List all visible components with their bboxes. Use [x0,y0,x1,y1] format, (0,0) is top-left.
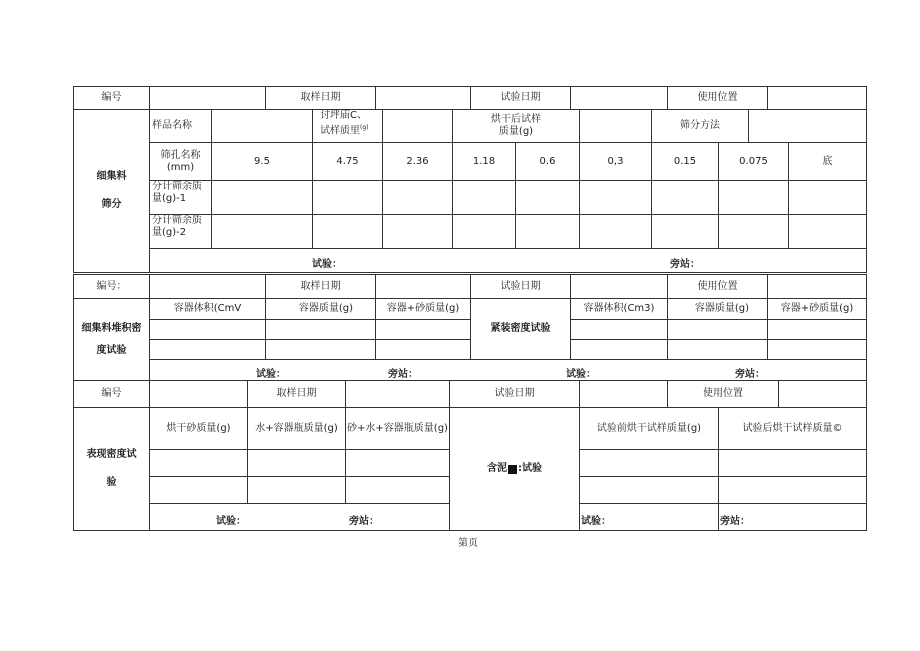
s2-container-volume-label: 容器体积(CmV [149,298,266,320]
s2-loose-cell[interactable] [265,319,376,340]
page-number: 第页 [458,538,478,549]
retained-2-cell[interactable] [312,214,383,249]
retained-2-cell[interactable] [452,214,516,249]
s3-side-title [73,407,150,531]
s2-container-sand-mass-label: 容器+砂质量(g) [375,298,471,320]
s1-sample-name-value[interactable] [211,109,313,143]
s3-density-cell[interactable] [345,476,450,504]
s3-sample-date-value[interactable] [345,380,450,408]
retained-1-cell[interactable] [651,180,719,215]
s1-sieve-method-value[interactable] [748,109,867,143]
s2-compact-cell[interactable] [570,339,668,360]
s2-compact-cell[interactable] [667,319,768,340]
s3-mud-cell[interactable] [579,476,719,504]
s2-compact-cell[interactable] [767,339,867,360]
s1-id-label: 编号 [73,86,150,110]
s2-container-mass-label-2: 容器质量(g) [667,298,768,320]
s2-loose-cell[interactable] [149,319,266,340]
s3-density-cell[interactable] [149,476,248,504]
s1-id-value[interactable] [149,86,266,110]
s3-signature-left [149,503,450,531]
s3-id-value[interactable] [149,380,248,408]
s2-tester-label-2: 试验： [566,369,596,380]
s1-side-title-line2: 筛分 [101,199,122,210]
s1-dried-mass-label-line1: 烘干后试样 [491,114,541,125]
s1-sample-name-label: 样品名称 [149,109,212,143]
retained-2-cell[interactable] [579,214,652,249]
s2-compact-cell[interactable] [767,319,867,340]
retained-1-cell[interactable] [211,180,313,215]
s1-dried-mass-value[interactable] [579,109,652,143]
s2-use-position-label: 使用位置 [667,274,768,299]
s1-signature-row [149,248,867,273]
s1-side-title [73,109,150,273]
s3-test-date-label: 试验日期 [449,380,580,408]
retained-1-cell[interactable] [452,180,516,215]
s3-sample-date-label: 取样日期 [247,380,346,408]
retained-1-cell[interactable] [788,180,867,215]
s3-density-cell[interactable] [247,476,346,504]
s2-sample-date-label: 取样日期 [265,274,376,299]
s2-loose-cell[interactable] [149,339,266,360]
s3-id-label: 编号 [73,380,150,408]
s2-id-value[interactable] [149,274,266,299]
retained-1-cell[interactable] [718,180,789,215]
s1-retained-1-label [149,180,212,215]
s1-retained-1-label-line1: 分计筛余质 [152,181,202,192]
s1-sieve-size-label-line1: 筛孔名称 [160,149,201,161]
s3-sand-water-flask-mass-label: 砂+水+容器瓶质量(g) [345,407,450,450]
s3-mud-title [449,407,580,531]
retained-2-cell[interactable] [651,214,719,249]
s2-side-title-line1: 细集料堆积密 [81,322,142,334]
sieve-size-cell: 0,3 [579,142,652,181]
s2-loose-cell[interactable] [265,339,376,360]
s3-mud-cell[interactable] [718,476,867,504]
retained-2-cell[interactable] [211,214,313,249]
s2-container-volume-label-2: 容器体积(Cm3) [570,298,668,320]
sieve-size-cell: 2.36 [382,142,453,181]
s1-sieve-method-label: 筛分方法 [651,109,749,143]
sieve-size-cell: 1.18 [452,142,516,181]
s1-sieve-size-label [149,142,212,181]
retained-2-cell[interactable] [382,214,453,249]
s2-compact-title: 紧装密度试验 [470,298,571,360]
s1-dried-mass-label-line2: 质量(g) [498,126,534,137]
sieve-size-cell: 4.75 [312,142,383,181]
s2-sample-date-value[interactable] [375,274,471,299]
s3-observer-label-2: 旁站： [720,516,750,527]
s1-dried-mass-label [452,109,580,143]
s3-observer-label: 旁站： [349,516,379,527]
s2-side-title [73,298,150,381]
s1-use-position-value[interactable] [767,86,867,110]
s2-use-position-value[interactable] [767,274,867,299]
s1-retained-2-label-line1: 分计筛余质 [152,215,202,226]
s2-container-sand-mass-label-2: 容器+砂质量(g) [767,298,867,320]
s1-tester-label: 试验： [312,259,342,270]
s1-side-title-line1: 细集料 [96,171,127,182]
sieve-size-cell: 底 [788,142,867,181]
s1-sieve-size-label-line2: (mm) [166,161,195,173]
s1-sample-date-value[interactable] [375,86,471,110]
s3-mud-title-suffix: :试验 [518,463,542,474]
s2-tester-label: 试验： [256,369,286,380]
s3-water-flask-mass-label: 水+容器瓶质量(g) [247,407,346,450]
s3-use-position-label: 使用位置 [667,380,779,408]
s1-test-date-label: 试验日期 [470,86,571,110]
s2-compact-cell[interactable] [570,319,668,340]
retained-1-cell[interactable] [579,180,652,215]
s3-side-title-line1: 表现密度试 [86,449,137,460]
retained-2-cell[interactable] [718,214,789,249]
s1-sample-mass-unit: (g) [360,124,369,131]
s1-retained-2-label-line2: 量(g)-2 [152,227,187,238]
s3-density-cell[interactable] [247,449,346,477]
s2-side-title-line2: 度试验 [96,344,127,356]
s2-id-label: 编号： [73,274,150,299]
s3-post-dry-mass-label: 试验后烘干试样质量© [718,407,867,450]
s2-container-mass-label: 容器质量(g) [265,298,376,320]
s3-dry-sand-mass-label: 烘干砂质量(g) [149,407,248,450]
sieve-size-cell: 0.6 [515,142,580,181]
s2-loose-cell[interactable] [375,339,471,360]
s2-loose-cell[interactable] [375,319,471,340]
sieve-size-cell: 9.5 [211,142,313,181]
retained-1-cell[interactable] [382,180,453,215]
s3-pre-dry-mass-label: 试验前烘干试样质量(g) [579,407,719,450]
s1-sample-date-label: 取样日期 [265,86,376,110]
s3-mud-cell[interactable] [579,449,719,477]
s3-use-position-value[interactable] [778,380,867,408]
s2-test-date-label: 试验日期 [470,274,571,299]
s3-test-date-value[interactable] [579,380,668,408]
s1-sample-mass-label-line2: 试样质里 [320,125,360,137]
s1-sample-mass-label [312,109,383,143]
sieve-size-cell: 0.15 [651,142,719,181]
s2-observer-label-2: 旁站： [735,369,765,380]
s1-observer-label: 旁站： [670,259,700,270]
s1-use-position-label: 使用位置 [667,86,768,110]
retained-2-cell[interactable] [788,214,867,249]
retained-1-cell[interactable] [515,180,580,215]
s2-observer-label: 旁站： [388,369,418,380]
s3-density-cell[interactable] [149,449,248,477]
s1-test-date-value[interactable] [570,86,668,110]
s1-sample-mass-value[interactable] [382,109,453,143]
retained-2-cell[interactable] [515,214,580,249]
s2-compact-cell[interactable] [667,339,768,360]
s3-tester-label: 试验： [216,516,246,527]
s1-retained-2-label [149,214,212,249]
s3-tester-label-2: 试验： [581,516,611,527]
s3-side-title-line2: 验 [106,477,117,488]
s1-sample-mass-label-line1: 讨坪庙C、 [320,110,367,121]
retained-1-cell[interactable] [312,180,383,215]
s1-retained-1-label-line2: 量(g)-1 [152,193,187,204]
sieve-size-cell: 0.075 [718,142,789,181]
s2-test-date-value[interactable] [570,274,668,299]
s3-mud-title-prefix: 含泥 [487,463,507,474]
s3-density-cell[interactable] [345,449,450,477]
s3-mud-cell[interactable] [718,449,867,477]
redacted-block-icon [508,465,517,474]
